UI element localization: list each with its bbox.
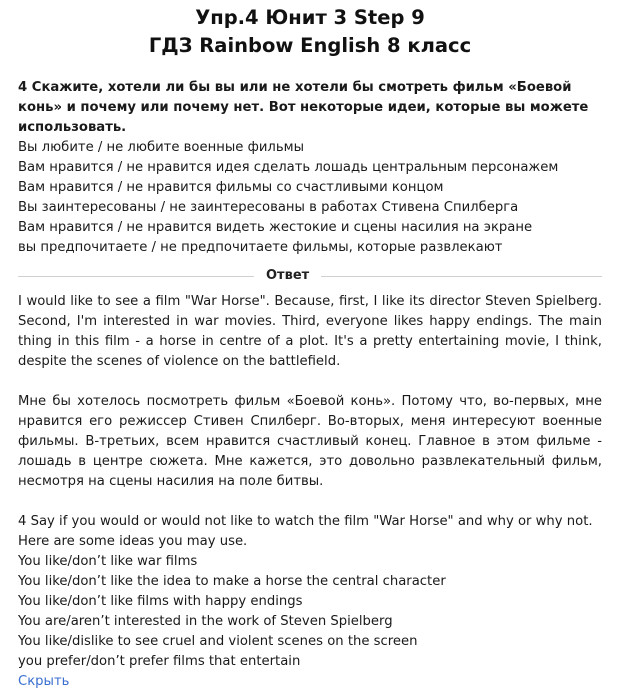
answer-label: Ответ <box>266 268 310 283</box>
title-block <box>18 4 602 60</box>
task-ru-idea: Вам нравится / не нравится идея сделать лошадь центральным персонажем <box>18 160 559 175</box>
task-en <box>18 512 602 672</box>
answer-russian: Мне бы хотелось посмотреть фильм «Боевой конь». Потому что, во-первых, мне нравится его режиссер Стивен Спилберг. Во-вторых, меня интересуют военные фильмы. В-третьих, всем нравится счастливый конец. Главное в этом фильме - лошадь в центре сюжета. Мне кажется, это довольно развлекательный фильм, несмотря на сцены насилия на поле битвы. <box>18 394 602 489</box>
task-en-idea: You like/don’t like films with happy endings <box>18 594 303 609</box>
task-en-idea: You like/don’t like the idea to make a horse the central character <box>18 574 446 589</box>
task-ru <box>18 78 602 258</box>
task-ru-idea: вы предпочитаете / не предпочитаете фильмы, которые развлекают <box>18 240 503 255</box>
task-ru-idea: Вы любите / не любите военные фильмы <box>18 140 304 155</box>
hide-link[interactable]: Скрыть <box>18 674 70 689</box>
answer-divider <box>18 266 602 286</box>
task-ru-idea: Вы заинтересованы / не заинтересованы в работах Стивена Спилберга <box>18 200 519 215</box>
page-title: Упр.4 Юнит 3 Step 9 <box>195 6 425 29</box>
task-ru-heading: 4 Скажите, хотели ли бы вы или не хотели бы смотреть фильм «Боевой конь» и почему или почему нет. Вот некоторые идеи, которые вы можете использовать. <box>18 80 589 135</box>
task-en-heading-2: Here are some ideas you may use. <box>18 534 248 549</box>
task-en-idea: You like/don’t like war films <box>18 554 198 569</box>
page-subtitle: ГДЗ Rainbow English 8 класс <box>148 34 472 57</box>
task-en-idea: you prefer/don’t prefer films that entertain <box>18 654 301 669</box>
task-ru-idea: Вам нравится / не нравится фильмы со счастливыми концом <box>18 180 444 195</box>
task-ru-idea: Вам нравится / не нравится видеть жестокие и сцены насилия на экране <box>18 220 533 235</box>
divider-rule-left <box>18 276 254 277</box>
answer-english: I would like to see a film "War Horse". Because, first, I like its director Steven Spielberg. Second, I'm interested in war movies. Third, everyone likes happy endings. The main thing in this film - a horse in centre of a plot. It's a pretty entertaining movie, I think, despite the scenes of violence on the battlefield. <box>18 294 602 369</box>
divider-rule-right <box>321 276 602 277</box>
task-en-idea: You like/dislike to see cruel and violent scenes on the screen <box>18 634 418 649</box>
task-en-idea: You are/aren’t interested in the work of Steven Spielberg <box>18 614 393 629</box>
task-en-heading: 4 Say if you would or would not like to watch the film "War Horse" and why or why not. <box>18 514 593 529</box>
